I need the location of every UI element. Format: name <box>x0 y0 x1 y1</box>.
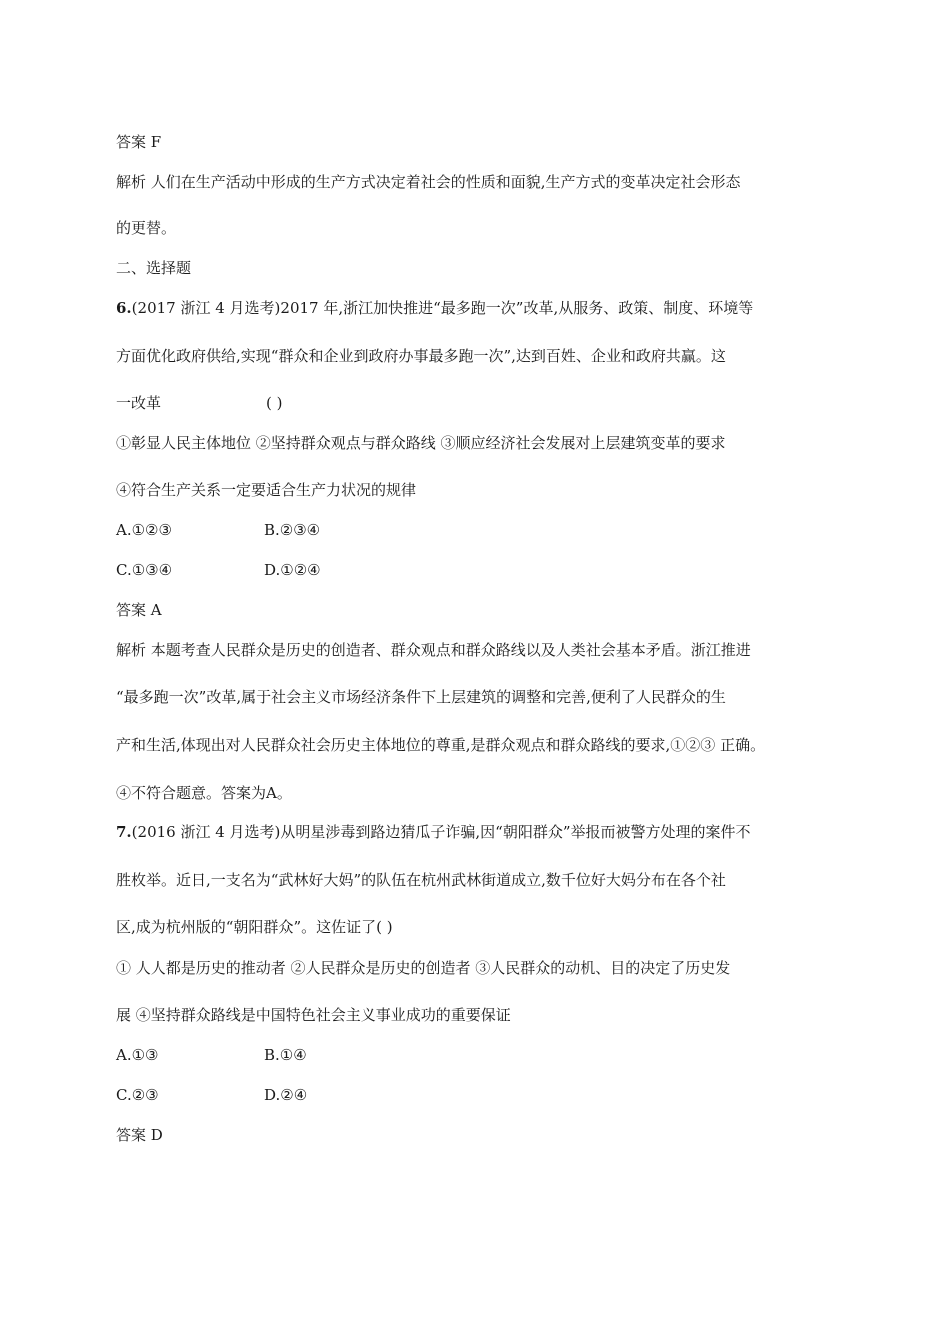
question-6-stem-line-2: 方面优化政府供给,实现“群众和企业到政府办事最多跑一次”,达到百姓、企业和政府共赢。这 <box>116 347 726 365</box>
analysis-6-line-2: “最多跑一次”改革,属于社会主义市场经济条件下上层建筑的调整和完善,便利了人民群众的生 <box>116 688 726 706</box>
question-7-number: 7. <box>116 823 132 841</box>
question-7-statements-line-2: 展 ④坚持群众路线是中国特色社会主义事业成功的重要保证 <box>116 1006 511 1024</box>
analysis-6-line-3: 产和生活,体现出对人民群众社会历史主体地位的尊重,是群众观点和群众路线的要求,①②③ 正确。 <box>116 736 766 754</box>
question-6-stem-text-3: 一改革 <box>116 394 162 412</box>
analysis-5-line-2: 的更替。 <box>116 219 177 237</box>
question-6-statements-line-2: ④符合生产关系一定要适合生产力状况的规律 <box>116 481 417 499</box>
question-6-options-row-1 <box>116 520 321 540</box>
answer-5: 答案 F <box>116 133 162 151</box>
question-7-option-c: C.②③ <box>116 1086 159 1104</box>
question-6-number: 6. <box>116 299 132 317</box>
question-6-option-b: B.②③④ <box>264 521 321 539</box>
analysis-6-line-1: 解析 本题考查人民群众是历史的创造者、群众观点和群众路线以及人类社会基本矛盾。浙江推进 <box>116 641 751 659</box>
answer-6: 答案 A <box>116 601 162 619</box>
question-6-statements-line-1: ①彰显人民主体地位 ②坚持群众观点与群众路线 ③顺应经济社会发展对上层建筑变革的要求 <box>116 434 726 452</box>
question-6-stem-line-1 <box>116 298 753 318</box>
question-7-options-row-1 <box>116 1045 307 1065</box>
question-6-stem-line-3 <box>116 393 283 413</box>
question-7-options-row-2 <box>116 1085 308 1105</box>
question-6-option-a: A.①②③ <box>116 521 172 539</box>
question-7-option-a: A.①③ <box>116 1046 159 1064</box>
question-7-stem-line-1 <box>116 822 751 842</box>
question-6-answer-blank: ( ) <box>266 394 283 412</box>
question-7-stem-line-2: 胜枚举。近日,一支名为“武林好大妈”的队伍在杭州武林街道成立,数千位好大妈分布在各个社 <box>116 871 726 889</box>
question-6-stem-text-1: (2017 浙江 4 月选考)2017 年,浙江加快推进“最多跑一次”改革,从服务、政策、制度、环境等 <box>131 299 754 317</box>
section-heading: 二、选择题 <box>116 259 192 277</box>
question-7-option-d: D.②④ <box>264 1086 308 1104</box>
analysis-5-line-1: 解析 人们在生产活动中形成的生产方式决定着社会的性质和面貌,生产方式的变革决定社会形态 <box>116 173 741 191</box>
question-6-option-d: D.①②④ <box>264 561 321 579</box>
question-7-stem-text-1: (2016 浙江 4 月选考)从明星涉毒到路边猜瓜子诈骗,因“朝阳群众”举报而被警方处理的案件不 <box>131 823 751 841</box>
question-7-option-b: B.①④ <box>264 1046 307 1064</box>
analysis-6-line-4: ④不符合题意。答案为A。 <box>116 784 292 802</box>
question-7-stem-line-3: 区,成为杭州版的“朝阳群众”。这佐证了( ) <box>116 918 393 936</box>
question-6-option-c: C.①③④ <box>116 561 173 579</box>
answer-7: 答案 D <box>116 1126 163 1144</box>
question-6-options-row-2 <box>116 560 321 580</box>
question-7-statements-line-1: ① 人人都是历史的推动者 ②人民群众是历史的创造者 ③人民群众的动机、目的决定了历史发 <box>116 959 731 977</box>
